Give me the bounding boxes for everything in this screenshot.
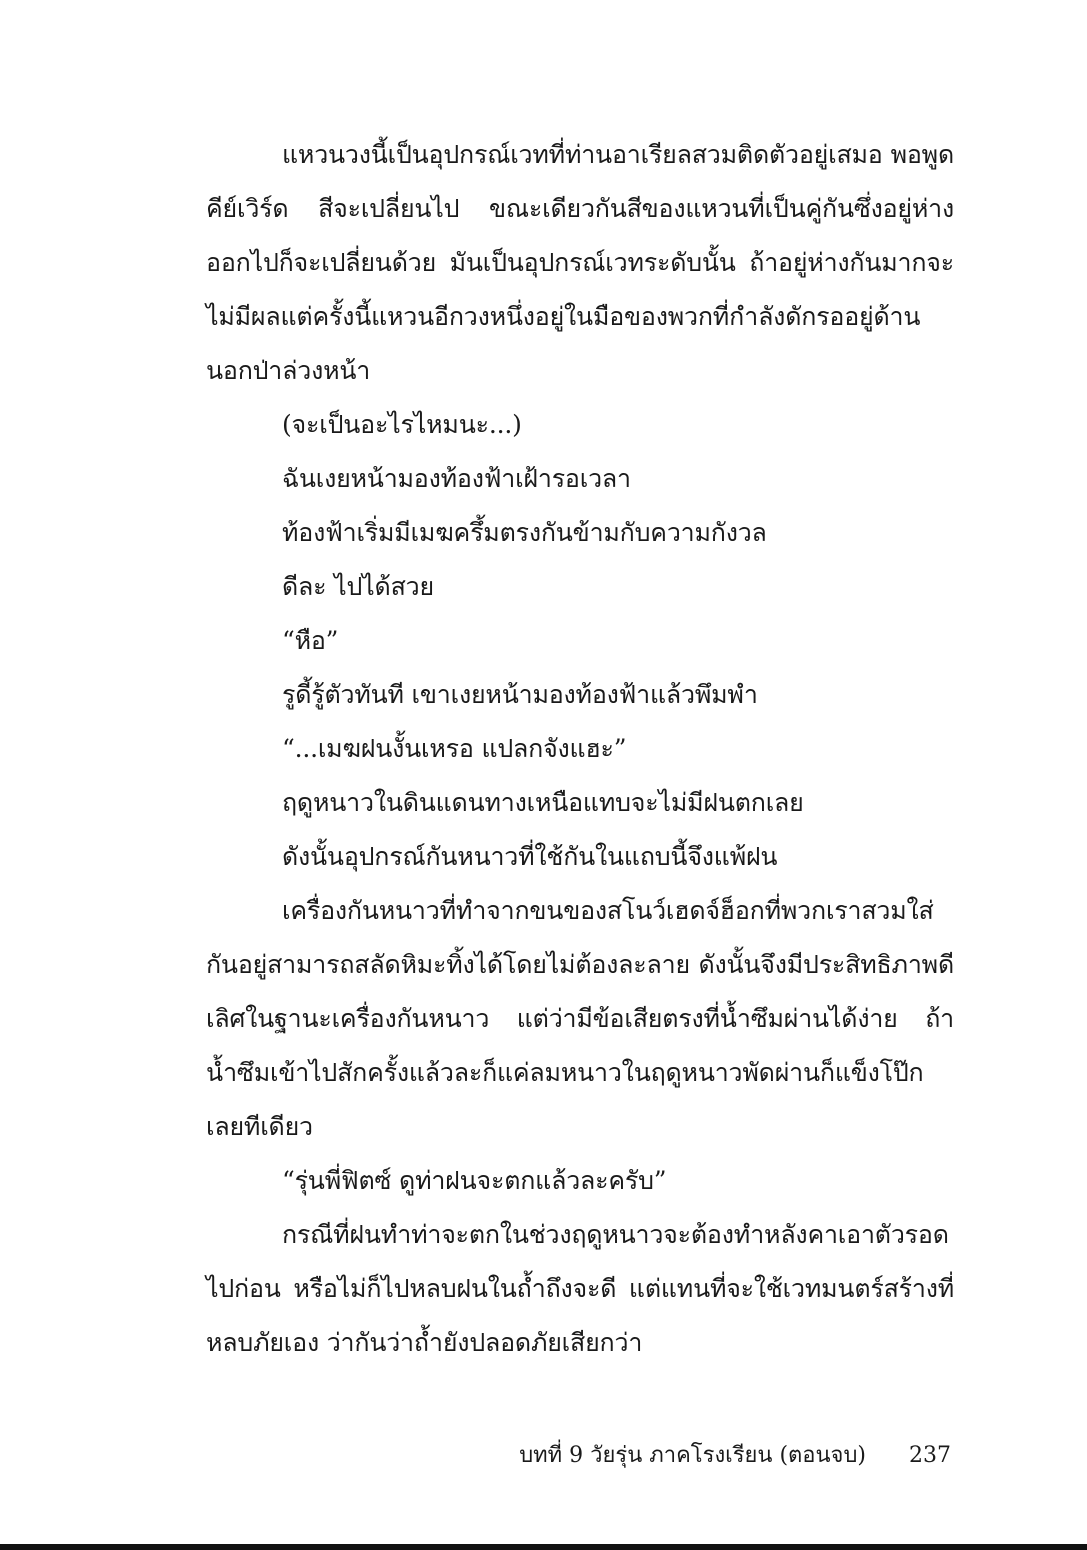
page-number: 237 <box>909 1443 951 1468</box>
paragraph-1: แหวนวงนี้เป็นอุปกรณ์เวทที่ท่านอาเรียลสวมติดตัวอยู่เสมอ พอพูดคีย์เวิร์ด สีจะเปลี่ยนไป ขณะเดียวกันสีของแหวนที่เป็นคู่กันซึ่งอยู่ห่างออกไปก็จะเปลี่ยนด้วย มันเป็นอุปกรณ์เวทระดับนั้น ถ้าอยู่ห่างกันมากจะไม่มีผลแต่ครั้งนี้แหวนอีกวงหนึ่งอยู่ในมือของพวกที่กำลังดักรออยู่ด้านนอกป่าล่วงหน้า <box>206 140 954 385</box>
paragraph-12: “รุ่นพี่ฟิตซ์ ดูท่าฝนจะตกแล้วละครับ” <box>282 1166 667 1195</box>
page-footer <box>519 1436 951 1476</box>
body-text <box>206 128 954 1370</box>
paragraph-2: (จะเป็นอะไรไหมนะ...) <box>282 410 522 439</box>
paragraph-13: กรณีที่ฝนทำท่าจะตกในช่วงฤดูหนาวจะต้องทำหลังคาเอาตัวรอดไปก่อน หรือไม่ก็ไปหลบฝนในถ้ำถึงจะดี แต่แทนที่จะใช้เวทมนตร์สร้างที่หลบภัยเอง ว่ากันว่าถ้ำยังปลอดภัยเสียกว่า <box>206 1220 954 1357</box>
running-header-chapter: บทที่ 9 วัยรุ่น ภาคโรงเรียน (ตอนจบ) <box>519 1443 866 1468</box>
paragraph-6: “หือ” <box>282 626 339 655</box>
paragraph-9: ฤดูหนาวในดินแดนทางเหนือแทบจะไม่มีฝนตกเลย <box>282 788 804 817</box>
bottom-edge-rule <box>0 1544 1087 1550</box>
paragraph-10: ดังนั้นอุปกรณ์กันหนาวที่ใช้กันในแถบนี้จึงแพ้ฝน <box>282 842 778 871</box>
paragraph-11: เครื่องกันหนาวที่ทำจากขนของสโนว์เฮดจ์ฮ็อกที่พวกเราสวมใส่กันอยู่สามารถสลัดหิมะทิ้งได้โดยไม่ต้องละลาย ดังนั้นจึงมีประสิทธิภาพดีเลิศในฐานะเครื่องกันหนาว แต่ว่ามีข้อเสียตรงที่น้ำซึมผ่านได้ง่าย ถ้าน้ำซึมเข้าไปสักครั้งแล้วละก็แค่ลมหนาวในฤดูหนาวพัดผ่านก็แข็งโป๊กเลยทีเดียว <box>206 896 954 1141</box>
paragraph-3: ฉันเงยหน้ามองท้องฟ้าเฝ้ารอเวลา <box>282 464 631 493</box>
paragraph-5: ดีละ ไปได้สวย <box>282 572 434 601</box>
paragraph-7: รูดี้รู้ตัวทันที เขาเงยหน้ามองท้องฟ้าแล้วพึมพำ <box>282 680 758 709</box>
paragraph-8: “...เมฆฝนงั้นเหรอ แปลกจังแฮะ” <box>282 734 627 763</box>
paragraph-4: ท้องฟ้าเริ่มมีเมฆครึ้มตรงกันข้ามกับความกังวล <box>282 518 767 547</box>
